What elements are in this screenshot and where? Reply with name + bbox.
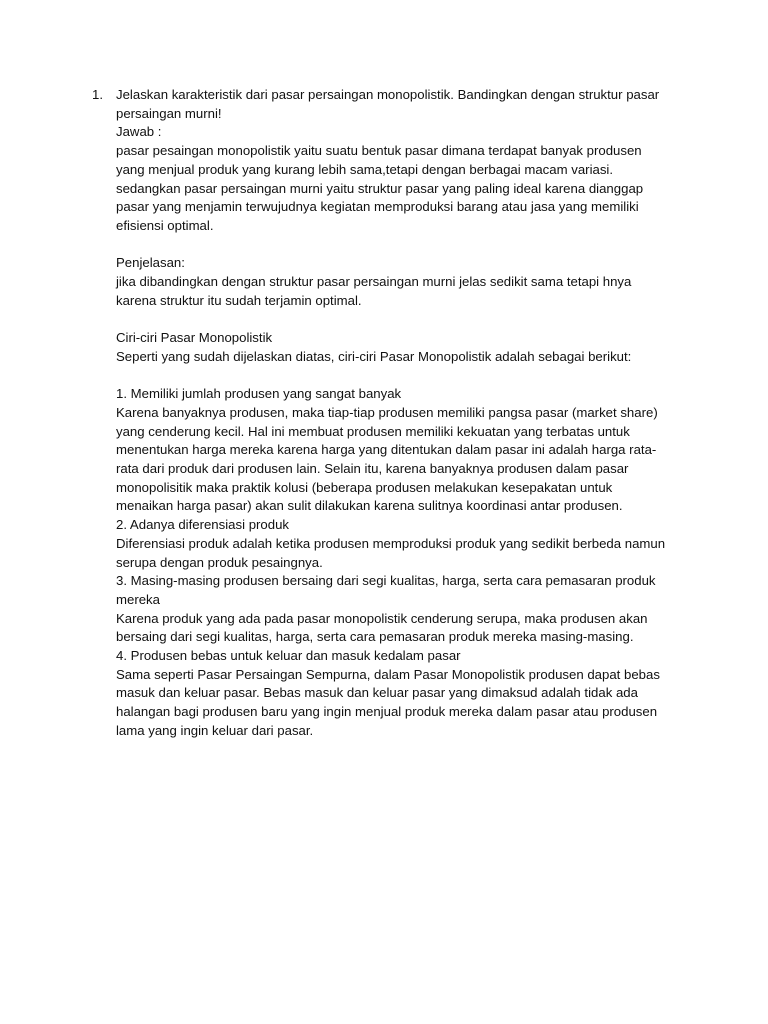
trait-text: Karena produk yang ada pada pasar monopolistik cenderung serupa, maka produsen akan bersaing dari segi kualitas, harga, serta cara pemasaran produk mereka masing-masing. (116, 610, 648, 645)
trait-heading: 4. Produsen bebas untuk keluar dan masuk kedalam pasar (116, 648, 461, 664)
traits-intro: Seperti yang sudah dijelaskan diatas, ciri-ciri Pasar Monopolistik adalah sebagai berikut: (116, 348, 632, 364)
trait-heading: 1. Memiliki jumlah produsen yang sangat banyak (116, 386, 402, 402)
question-block (92, 86, 672, 741)
trait-heading: 2. Adanya diferensiasi produk (116, 517, 290, 533)
question-text: Jelaskan karakteristik dari pasar persaingan monopolistik. Bandingkan dengan struktur pasar persaingan murni! (116, 87, 660, 121)
trait-text: Diferensiasi produk adalah ketika produsen memproduksi produk yang sedikit berbeda namun serupa dengan produk pesaingnya. (116, 535, 666, 570)
traits-title: Ciri-ciri Pasar Monopolistik (116, 330, 273, 346)
answer-text: pasar pesaingan monopolistik yaitu suatu bentuk pasar dimana terdapat banyak produsen yang menjual produk yang kurang lebih sama,tetapi dengan berbagai macam variasi. sedangkan pasar persaingan murni yaitu struktur pasar yang paling ideal karena dianggap pasar yang menjamin terwujudnya kegiatan memproduksi barang atau jasa yang memiliki efisiensi optimal. (116, 143, 644, 233)
trait-text: Karena banyaknya produsen, maka tiap-tiap produsen memiliki pangsa pasar (market share) yang cenderung kecil. Hal ini membuat produsen memiliki kekuatan yang terbatas untuk menentukan harga mereka karena harga yang ditentukan dalam pasar ini adalah harga rata-rata dari produk dari produsen lain. Selain itu, karena banyaknya produsen dalam pasar monopolisitik maka praktik kolusi (beberapa produsen melakukan kesepakatan untuk menaikan harga pasar) akan sulit dilakukan karena sulitnya koordinasi antar produsen. (116, 404, 658, 514)
blank-line (116, 367, 672, 386)
trait-text: Sama seperti Pasar Persaingan Sempurna, dalam Pasar Monopolistik produsen dapat bebas masuk dan keluar pasar. Bebas masuk dan keluar pasar yang dimaksud adalah tidak ada halangan bagi produsen baru yang ingin menjual produk mereka dalam pasar atau produsen lama yang ingin keluar dari pasar. (116, 666, 660, 738)
trait-heading: 3. Masing-masing produsen bersaing dari segi kualitas, harga, serta cara pemasaran produk mereka (116, 573, 656, 607)
blank-line (116, 310, 672, 329)
explanation-label: Penjelasan: (116, 255, 185, 271)
explanation-text: jika dibandingkan dengan struktur pasar persaingan murni jelas sedikit sama tetapi hnya karena struktur itu sudah terjamin optimal. (116, 274, 632, 308)
question-body (116, 86, 672, 741)
blank-line (116, 236, 672, 255)
question-number: 1. (92, 87, 103, 102)
answer-label: Jawab : (116, 124, 162, 140)
